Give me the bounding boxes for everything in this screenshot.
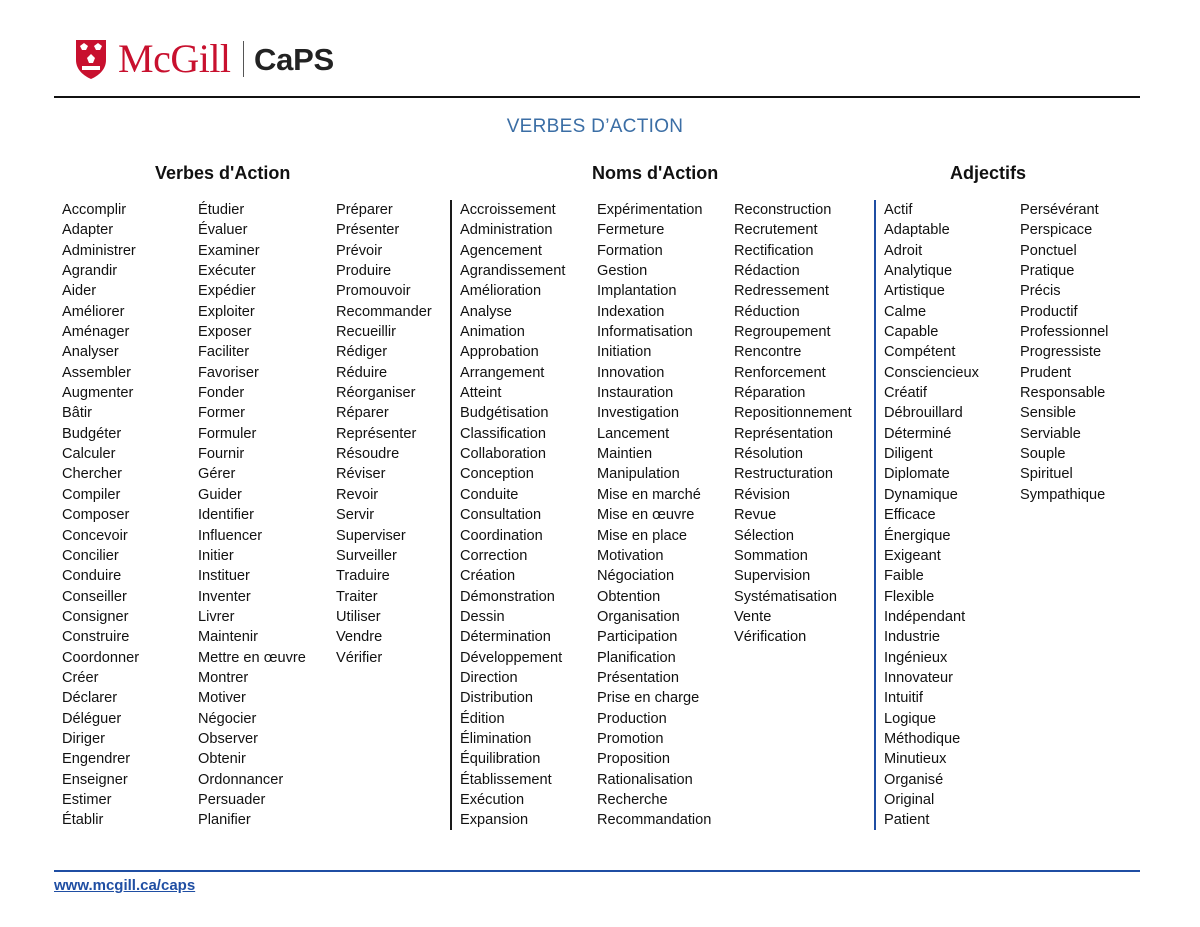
list-item: Agencement: [460, 242, 542, 259]
noms-column-2: [597, 200, 711, 831]
list-item: Calculer: [62, 446, 116, 463]
list-item: Approbation: [460, 344, 539, 361]
list-item: Lancement: [597, 425, 670, 442]
list-item: Perspicace: [1020, 222, 1093, 239]
header-rule: [54, 96, 1140, 98]
list-item: Conseiller: [62, 588, 127, 605]
list-item: Réduire: [336, 364, 388, 381]
list-item: Maintien: [597, 446, 653, 463]
list-item: Industrie: [884, 629, 940, 646]
list-item: Serviable: [1020, 425, 1081, 442]
list-item: Analytique: [884, 263, 953, 280]
list-item: Exécuter: [198, 263, 256, 280]
list-item: Efficace: [884, 507, 936, 524]
list-item: Regroupement: [734, 324, 831, 341]
list-item: Expérimentation: [597, 202, 703, 218]
list-item: Production: [597, 710, 667, 727]
list-item: Distribution: [460, 690, 533, 707]
list-item: Méthodique: [884, 730, 961, 747]
list-item: Budgéter: [62, 425, 122, 442]
list-item: Adroit: [884, 242, 923, 259]
list-item: Promotion: [597, 730, 664, 747]
list-item: Accroissement: [460, 202, 556, 218]
list-item: Déléguer: [62, 710, 122, 727]
list-item: Implantation: [597, 283, 677, 300]
list-item: Promouvoir: [336, 283, 411, 300]
list-item: Formuler: [198, 425, 257, 442]
list-item: Analyser: [62, 344, 119, 361]
heading-noms: Noms d'Action: [592, 163, 719, 183]
list-item: Préparer: [336, 202, 393, 218]
list-item: Atteint: [460, 385, 502, 402]
list-item: Gérer: [198, 466, 236, 483]
list-item: Réduction: [734, 303, 800, 320]
list-item: Obtenir: [198, 751, 246, 768]
list-item: Influencer: [198, 527, 263, 544]
list-item: Actif: [884, 202, 913, 218]
list-item: Recommander: [336, 303, 432, 320]
list-item: Identifier: [198, 507, 254, 524]
list-item: Précis: [1020, 283, 1061, 300]
list-item: Énergique: [884, 527, 951, 544]
list-item: Mise en place: [597, 527, 688, 544]
list-item: Aider: [62, 283, 97, 300]
list-item: Traiter: [336, 588, 378, 605]
list-item: Édition: [460, 710, 505, 727]
list-item: Ponctuel: [1020, 242, 1077, 259]
list-item: Prudent: [1020, 364, 1072, 381]
list-item: Agrandir: [62, 263, 118, 280]
list-item: Recommandation: [597, 812, 712, 829]
list-item: Diplomate: [884, 466, 950, 483]
list-item: Fermeture: [597, 222, 665, 239]
list-item: Observer: [198, 730, 259, 747]
list-item: Fonder: [198, 385, 245, 402]
list-item: Révision: [734, 486, 790, 503]
list-item: Résolution: [734, 446, 803, 463]
adjectifs-column-2: [1020, 200, 1108, 505]
list-item: Mise en œuvre: [597, 507, 695, 524]
list-item: Servir: [336, 507, 375, 524]
list-item: Conduite: [460, 486, 519, 503]
list-item: Augmenter: [62, 385, 134, 402]
list-item: Estimer: [62, 791, 112, 808]
list-item: Budgétisation: [460, 405, 549, 422]
list-item: Vérifier: [336, 649, 383, 666]
list-item: Évaluer: [198, 222, 248, 239]
list-item: Consultation: [460, 507, 542, 524]
column-divider: [874, 200, 876, 830]
unit-logo: CaPS: [254, 41, 334, 77]
list-item: Déterminé: [884, 425, 952, 442]
footer-link[interactable]: www.mcgill.ca/caps: [54, 877, 196, 894]
list-item: Exécution: [460, 791, 525, 808]
list-item: Vérification: [734, 629, 807, 646]
verbes-column-3: [336, 200, 432, 668]
list-item: Utiliser: [336, 608, 381, 625]
list-item: Former: [198, 405, 246, 422]
list-item: Exploiter: [198, 303, 255, 320]
list-item: Créer: [62, 669, 99, 686]
list-item: Manipulation: [597, 466, 680, 483]
list-item: Professionnel: [1020, 324, 1109, 341]
list-item: Minutieux: [884, 751, 947, 768]
list-item: Accomplir: [62, 202, 127, 218]
list-item: Administrer: [62, 242, 136, 259]
list-item: Consigner: [62, 608, 129, 625]
list-item: Négocier: [198, 710, 257, 727]
list-item: Patient: [884, 812, 930, 829]
list-item: Composer: [62, 507, 130, 524]
list-item: Recherche: [597, 791, 668, 808]
list-item: Analyse: [460, 303, 512, 320]
list-item: Redressement: [734, 283, 829, 300]
list-item: Bâtir: [62, 405, 93, 422]
list-item: Assembler: [62, 364, 131, 381]
list-item: Équilibration: [460, 751, 541, 768]
list-item: Capable: [884, 324, 939, 341]
list-item: Sympathique: [1020, 486, 1106, 503]
list-item: Organisé: [884, 771, 944, 788]
list-item: Création: [460, 568, 516, 585]
list-item: Maintenir: [198, 629, 259, 646]
list-item: Direction: [460, 669, 518, 686]
list-item: Mettre en œuvre: [198, 649, 306, 666]
verbes-column-1: [62, 200, 139, 831]
list-item: Innovation: [597, 364, 665, 381]
list-item: Logique: [884, 710, 936, 727]
list-item: Pratique: [1020, 263, 1075, 280]
list-item: Exposer: [198, 324, 252, 341]
list-item: Démonstration: [460, 588, 555, 605]
list-item: Animation: [460, 324, 525, 341]
list-item: Reconstruction: [734, 202, 832, 218]
list-item: Prise en charge: [597, 690, 700, 707]
list-item: Réparation: [734, 385, 806, 402]
list-item: Guider: [198, 486, 242, 503]
list-item: Examiner: [198, 242, 260, 259]
list-item: Réparer: [336, 405, 389, 422]
list-item: Favoriser: [198, 364, 259, 381]
list-item: Inventer: [198, 588, 251, 605]
list-item: Rationalisation: [597, 771, 693, 788]
list-item: Vendre: [336, 629, 383, 646]
list-item: Compiler: [62, 486, 121, 503]
list-item: Sélection: [734, 527, 795, 544]
list-item: Sensible: [1020, 405, 1076, 422]
list-item: Administration: [460, 222, 553, 239]
list-item: Indexation: [597, 303, 665, 320]
list-item: Rédiger: [336, 344, 388, 361]
list-item: Supervision: [734, 568, 811, 585]
list-item: Systématisation: [734, 588, 838, 605]
list-item: Arrangement: [460, 364, 545, 381]
list-item: Recueillir: [336, 324, 397, 341]
column-divider: [450, 200, 452, 830]
list-item: Dessin: [460, 608, 505, 625]
list-item: Organisation: [597, 608, 680, 625]
list-item: Amélioration: [460, 283, 542, 300]
list-item: Spirituel: [1020, 466, 1073, 483]
list-item: Restructuration: [734, 466, 833, 483]
list-item: Engendrer: [62, 751, 131, 768]
brand-logo: McGill: [118, 36, 231, 81]
heading-verbes: Verbes d'Action: [155, 163, 291, 183]
list-item: Productif: [1020, 303, 1078, 320]
list-item: Collaboration: [460, 446, 546, 463]
list-item: Rencontre: [734, 344, 802, 361]
list-item: Dynamique: [884, 486, 958, 503]
page-title: VERBES D’ACTION: [506, 116, 684, 137]
list-item: Représentation: [734, 425, 833, 442]
list-item: Conception: [460, 466, 534, 483]
list-item: Construire: [62, 629, 130, 646]
list-item: Expansion: [460, 812, 529, 829]
list-item: Instituer: [198, 568, 250, 585]
list-item: Innovateur: [884, 669, 953, 686]
list-item: Étudier: [198, 202, 245, 218]
list-item: Débrouillard: [884, 405, 963, 422]
list-item: Livrer: [198, 608, 235, 625]
list-item: Adapter: [62, 222, 114, 239]
list-item: Repositionnement: [734, 405, 852, 422]
list-item: Instauration: [597, 385, 674, 402]
list-item: Indépendant: [884, 608, 966, 625]
list-item: Rectification: [734, 242, 814, 259]
list-item: Établir: [62, 812, 104, 829]
list-item: Faciliter: [198, 344, 250, 361]
verbes-column-2: [198, 200, 306, 831]
list-item: Revue: [734, 507, 777, 524]
list-item: Obtention: [597, 588, 661, 605]
list-item: Réviser: [336, 466, 386, 483]
list-item: Ordonnancer: [198, 771, 284, 788]
list-item: Responsable: [1020, 385, 1106, 402]
list-item: Formation: [597, 242, 663, 259]
adjectifs-column-1: [884, 200, 979, 831]
list-item: Résoudre: [336, 446, 400, 463]
list-item: Original: [884, 791, 935, 808]
list-item: Gestion: [597, 263, 648, 280]
list-item: Initier: [198, 547, 234, 564]
list-item: Motiver: [198, 690, 246, 707]
list-item: Sommation: [734, 547, 808, 564]
list-item: Vente: [734, 608, 772, 625]
noms-column-3: [734, 200, 852, 648]
list-item: Enseigner: [62, 771, 128, 788]
list-item: Conduire: [62, 568, 122, 585]
list-item: Planifier: [198, 812, 251, 829]
logo-divider: [243, 41, 245, 77]
list-item: Superviser: [336, 527, 406, 544]
list-item: Établissement: [460, 771, 552, 788]
list-item: Concilier: [62, 547, 119, 564]
list-item: Agrandissement: [460, 263, 566, 280]
list-item: Initiation: [597, 344, 652, 361]
list-item: Rédaction: [734, 263, 800, 280]
list-item: Participation: [597, 629, 678, 646]
list-item: Diligent: [884, 446, 933, 463]
list-item: Surveiller: [336, 547, 397, 564]
list-item: Présentation: [597, 669, 679, 686]
list-item: Diriger: [62, 730, 105, 747]
list-item: Développement: [460, 649, 563, 666]
list-item: Recrutement: [734, 222, 818, 239]
list-item: Exigeant: [884, 547, 941, 564]
list-item: Traduire: [336, 568, 390, 585]
list-item: Compétent: [884, 344, 956, 361]
list-item: Fournir: [198, 446, 245, 463]
list-item: Montrer: [198, 669, 249, 686]
list-item: Investigation: [597, 405, 679, 422]
list-item: Artistique: [884, 283, 945, 300]
header: [74, 36, 334, 82]
list-item: Négociation: [597, 568, 675, 585]
list-item: Détermination: [460, 629, 551, 646]
list-item: Mise en marché: [597, 486, 701, 503]
list-item: Planification: [597, 649, 676, 666]
list-item: Classification: [460, 425, 546, 442]
list-item: Présenter: [336, 222, 400, 239]
list-item: Intuitif: [884, 690, 923, 707]
list-item: Coordination: [460, 527, 543, 544]
list-item: Revoir: [336, 486, 379, 503]
list-item: Concevoir: [62, 527, 128, 544]
list-item: Créatif: [884, 385, 927, 402]
list-item: Prévoir: [336, 242, 383, 259]
footer-rule: [54, 870, 1140, 872]
list-item: Calme: [884, 303, 927, 320]
list-item: Persévérant: [1020, 202, 1099, 218]
list-item: Expédier: [198, 283, 256, 300]
list-item: Souple: [1020, 446, 1066, 463]
list-item: Chercher: [62, 466, 123, 483]
list-item: Proposition: [597, 751, 671, 768]
list-item: Renforcement: [734, 364, 826, 381]
list-item: Persuader: [198, 791, 266, 808]
list-item: Adaptable: [884, 222, 950, 239]
heading-adjectifs: Adjectifs: [950, 163, 1027, 183]
list-item: Progressiste: [1020, 344, 1102, 361]
list-item: Motivation: [597, 547, 664, 564]
list-item: Ingénieux: [884, 649, 948, 666]
list-item: Faible: [884, 568, 924, 585]
mcgill-crest-icon: [74, 38, 108, 80]
list-item: Réorganiser: [336, 385, 416, 402]
list-item: Déclarer: [62, 690, 118, 707]
list-item: Produire: [336, 263, 392, 280]
list-item: Élimination: [460, 730, 532, 747]
list-item: Représenter: [336, 425, 417, 442]
list-item: Informatisation: [597, 324, 693, 341]
list-item: Correction: [460, 547, 528, 564]
list-item: Flexible: [884, 588, 935, 605]
noms-column-1: [460, 200, 565, 831]
list-item: Améliorer: [62, 303, 125, 320]
list-item: Consciencieux: [884, 364, 979, 381]
list-item: Aménager: [62, 324, 130, 341]
list-item: Coordonner: [62, 649, 140, 666]
